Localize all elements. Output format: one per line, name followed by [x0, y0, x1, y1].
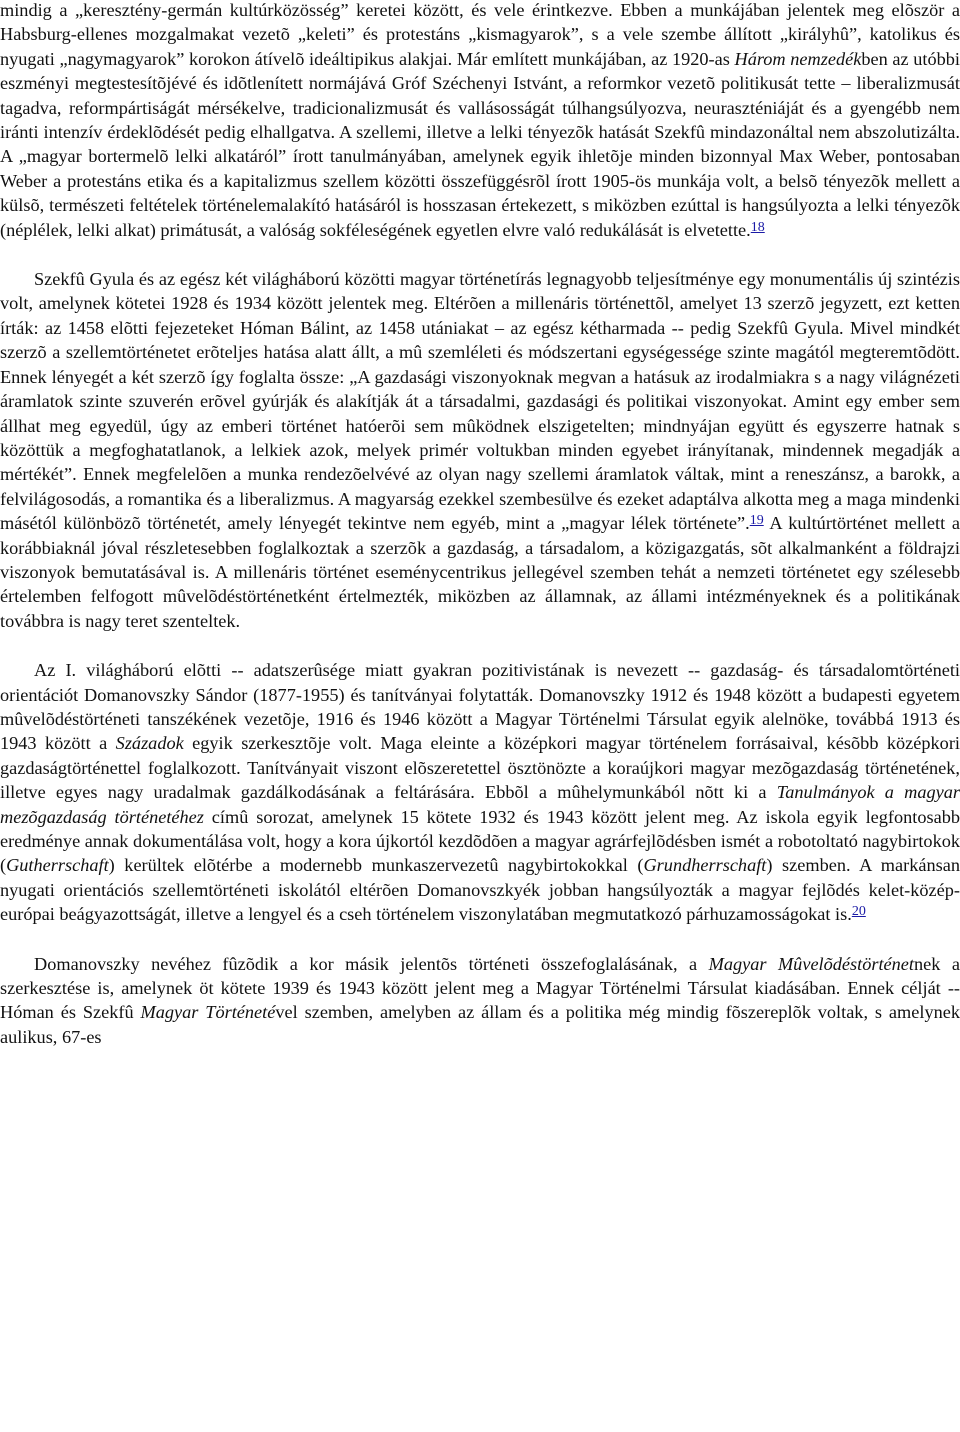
- text-run: nek a szerkesztése is, amelynek öt kötete 1939 és 1943 között jelent meg a Magyar Történelmi Társulat kiadásában. Ennek célját -- Hóman és Szekfû: [0, 953, 960, 1023]
- italic-title: Három nemzedék: [734, 48, 862, 69]
- paragraph-3: [0, 658, 960, 926]
- text-run: A kultúrtörténet mellett a korábbiaknál jóval részletesebben foglalkoztak a szerzõk a gazdaság, a társadalom, a közigazgatás, sõt alkalmanként a földrajzi viszonyok bemutatásával is. A millenáris történet eseménycentrikus jellegével szemben tehát a nemzeti történetet egy szélesebb értelemben felfogott mûvelõdéstörténetként értelmezték, miközben az államnak, az állami intézményeknek és a politikának továbbra is nagy teret szenteltek.: [0, 513, 960, 631]
- text-run: vel szemben, amelyben az állam és a politika még mindig fõszereplõk voltak, s amelynek aulikus, 67-es: [0, 1002, 960, 1047]
- text-run: Az I. világháború elõtti -- adatszerûsége miatt gyakran pozitivistának is nevezett -- gazdaság- és társadalomtörténeti orientációt Domanovszky Sándor (1877-1955) és tanítványai folytatták. Domanovszky 1912 és 1948 között a budapesti egyetem mûvelõdéstörténeti tanszékének vezetõje, 1916 és 1946 között a Magyar Történelmi Társulat egyik alelnöke, továbbá 1913 és 1943 között a: [0, 660, 960, 754]
- text-run: ben az utóbbi eszményi megtestesítõjévé és idõtlenített normájává Gróf Széchenyi Istvánt, a reformkor vezetõ politikusát tette – liberalizmusát tagadva, reformpártiságát mérsékelve, tradicionalizmusát és vallásosságát túlhangsúlyozva, neuraszténiáját és a gyengébb nem iránti intenzív érdeklõdését pedig elhallgatva. A szellemi, illetve a lelki tényezõk hatását Szekfû mindazonáltal nem abszolutizálta. A „magyar bortermelõ lelki alkatáról” írott tanulmányában, amelynek egyik ihletõje minden bizonnyal Max Weber, pontosaban Weber a protestáns etika és a kapitalizmus szellem közötti összefüggésrõl írott 1905-ös munkája volt, a belsõ tényezõk mellett a külsõ, természeti feltételek történelemalakító hatásáról is hosszasan értekezett, s miközben ezúttal is hangsúlyozta a lelki tényezõk (néplélek, lelki alkat) primátusát, a valóság sokféleségének egyetlen elvre való redukálását is elvetette.: [0, 48, 960, 240]
- paragraph-1: [0, 0, 960, 242]
- footnote-link-20[interactable]: 20: [851, 904, 866, 920]
- text-run: Szekfû Gyula és az egész két világháború közötti magyar történetírás legnagyobb teljesítménye egy monumentális új szintézis volt, amelynek kötetei 1928 és 1934 között jelentek meg. Eltérõen a millenáris történettõl, amelyet 13 szerzõ jegyzett, ezt ketten írták: az 1458 elõtti fejezeteket Hóman Bálint, az 1458 utániakat – az egész kétharmada -- pedig Szekfû Gyula. Mivel mindkét szerzõ a szellemtörténetet erõteljes hatása alatt állt, a mû szemléleti és módszertani egységessége szinte magától megteremtõdött. Ennek lényegét a két szerzõ így foglalta össze: „A gazdasági viszonyoknak megvan a hatásuk az irodalmiakra s a nagy világnézeti áramlatok szinte szuverén erõvel gyúrják és alakítják át a társadalmi, gazdasági és politikai viszonyokat. Amint egy ember sem állhat meg egyedül, úgy az emberi történet hatóerõi sem mûködnek elszigetelten; mindnyájan együtt és egyszerre hatnak s közöttük a megfoghatatlanok, a lelkiek azok, melyek primér voltukban minden egyebet irányítanak, mindennek megadják a mértékét”. Ennek megfelelõen a munka rendezõelvévé az olyan nagy szellemi áramlatok váltak, mint a reneszánsz, a barokk, a felvilágosodás, a romantika és a liberalizmus. A magyarság ezekkel szembesülve és ezeket adaptálva alkotta meg a maga mindenki másétól különbözõ történetét, amely lényegét tekintve nem egyéb, mint a „magyar lélek története”.: [0, 269, 960, 534]
- footnote-link-19[interactable]: 19: [749, 513, 764, 529]
- paragraph-4: [0, 952, 960, 1050]
- paragraph-2: [0, 267, 960, 633]
- italic-title: Magyar Mûvelõdéstörténet: [708, 953, 915, 974]
- italic-title: Tanulmányok a magyar mezõgazdaság történetéhez: [0, 782, 960, 827]
- footnote-link-18[interactable]: 18: [750, 219, 765, 235]
- text-run: ) szemben. A markánsan nyugati orientációs szellemtörténeti iskolától eltérõen Domanovszkyék jobban hangsúlyozták a magyar fejlõdés kelet-közép-európai beágyazottságát, illetve a lengyel és a cseh történelem viszonylatában megmutatkozó párhuzamosságokat is.: [0, 855, 960, 925]
- italic-title: Grundherrschaft: [643, 855, 767, 876]
- italic-title: Gutherrschaft: [6, 855, 109, 876]
- italic-title: Magyar Történeté: [140, 1002, 276, 1023]
- text-run: ) kerültek elõtérbe a modernebb munkaszervezetû nagybirtokokkal (: [108, 855, 644, 876]
- text-run: Domanovszky nevéhez fûzõdik a kor másik jelentõs történeti összefoglalásának, a: [34, 953, 709, 974]
- text-run: egyik szerkesztõje volt. Maga eleinte a középkori magyar történelem forrásaival, késõbb középkori gazdaságtörténettel foglalkozott. Tanítványait viszont elõszeretettel ösztönözte a koraújkori magyar mezõgazdaság történetének, illetve egyes nagy uradalmak gazdálkodásának a feltárására. Ebbõl a mûhelymunkából nõtt ki a: [0, 733, 960, 803]
- text-run: mindig a „keresztény-germán kultúrközösség” keretei között, és vele érintkezve. Ebben a munkájában jelentek meg elõször a Habsburg-ellenes mozgalmakat vezetõ „keleti” és protestáns „kismagyarok”, s a vele szembe állított „királyhû”, katolikus és nyugati „nagymagyarok” korokon átívelõ ideáltipikus alakjai. Már említett munkájában, az 1920-as: [0, 0, 960, 69]
- italic-title: Századok: [115, 733, 184, 754]
- text-run: címû sorozat, amelynek 15 kötete 1932 és 1943 között jelent meg. Az iskola egyik legfontosabb eredménye annak dokumentálása volt, hogy a kora újkortól kezdõdõen a magyar agrárfejlõdésben ismét a robotoltató nagybirtokok (: [0, 806, 960, 876]
